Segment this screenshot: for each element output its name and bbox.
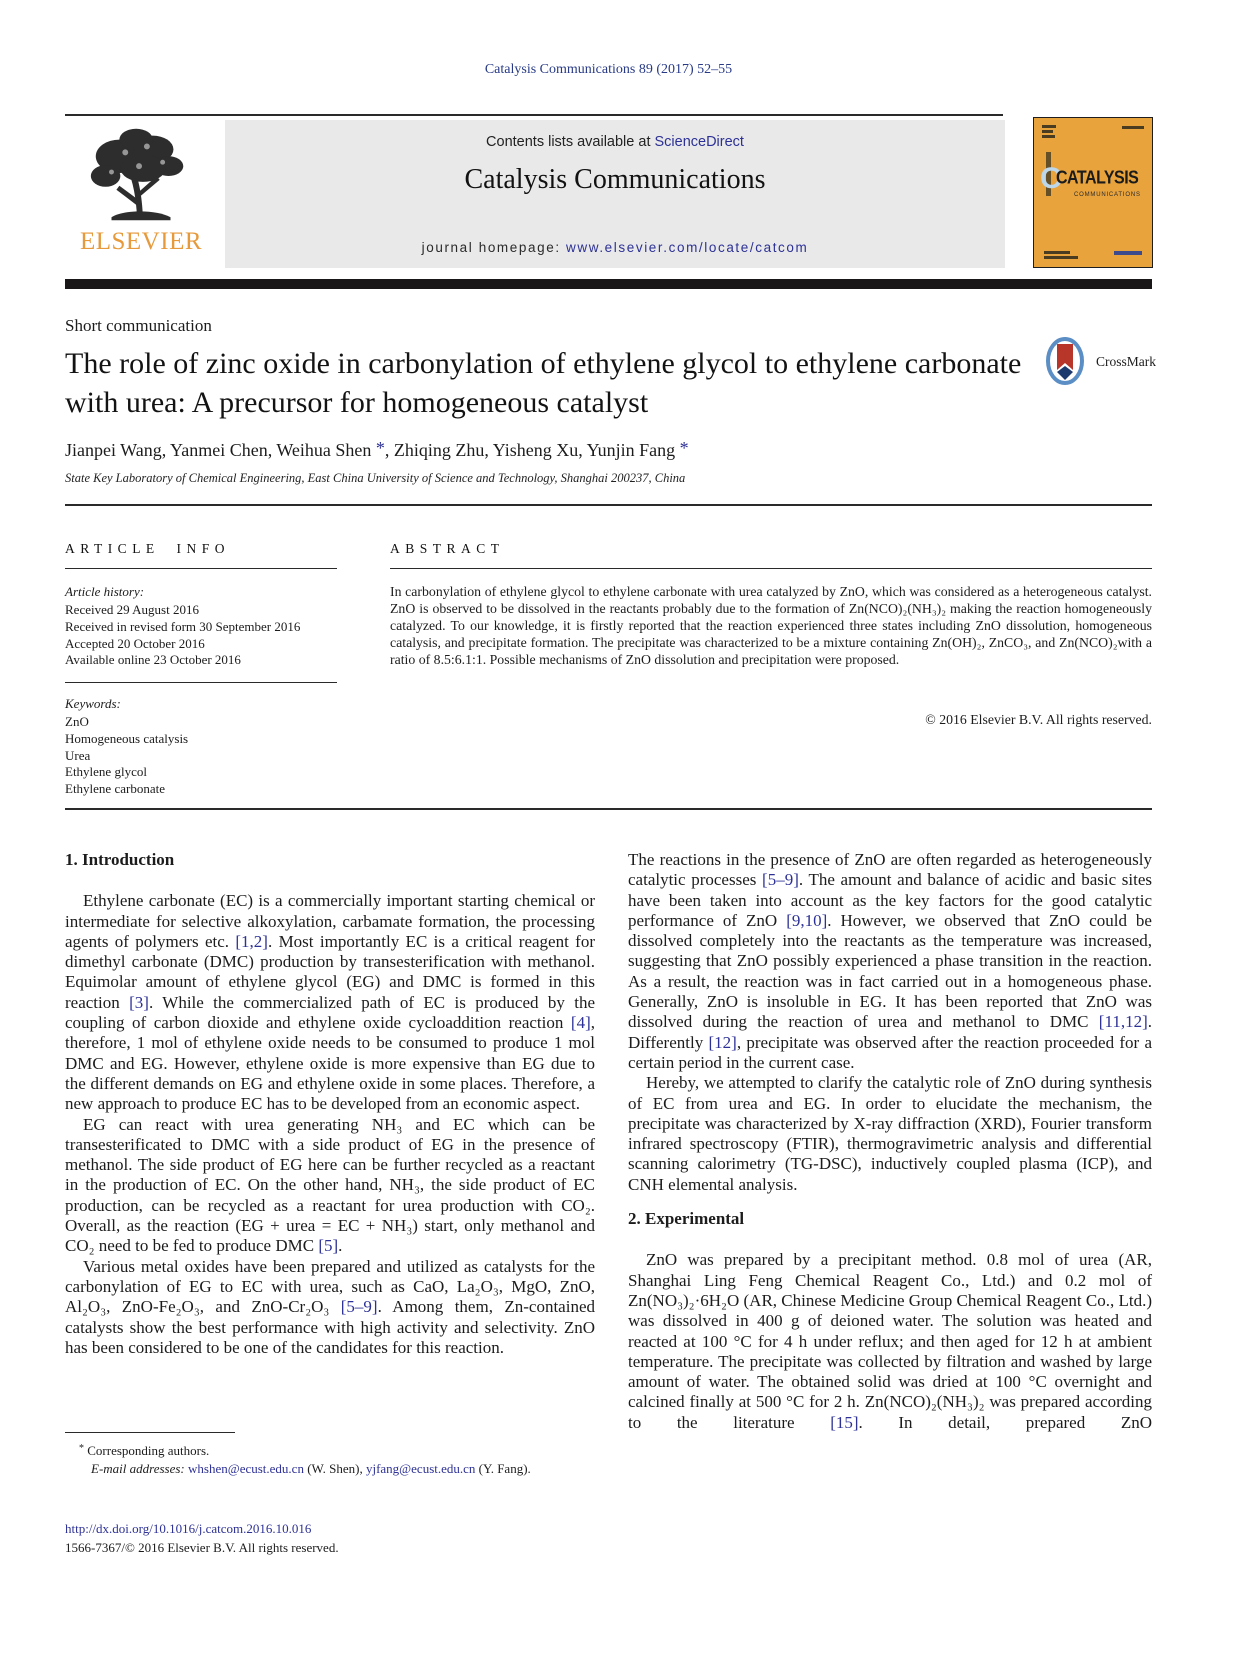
body-column-right: [628, 850, 1152, 1433]
paragraph: [628, 1250, 1152, 1433]
header-rule: [65, 114, 1003, 116]
text-segment: . In detail, prepared ZnO: [858, 1412, 1153, 1432]
elsevier-logo[interactable]: [63, 122, 219, 268]
paragraph: [628, 850, 1152, 1073]
article-info-heading: ARTICLE INFO: [65, 541, 231, 556]
author-list: [65, 438, 689, 461]
masthead-divider-bar: [65, 279, 1152, 289]
text-segment: Various metal oxides have been prepared and utilized as catalysts for the carbonylation of EG to EC with urea, such as CaO, La₂O₃, MgO, ZnO, Al₂O₃, ZnO-Fe₂O₃, and ZnO-Cr₂O₃: [65, 1256, 595, 1317]
article-title: The role of zinc oxide in carbonylation of ethylene glycol to ethylene carbonate with urea: A precursor for homogeneous catalyst: [65, 347, 1022, 419]
affiliation: State Key Laboratory of Chemical Engineering, East China University of Science and Technology, Shanghai 200237, China: [65, 471, 686, 485]
doi-link[interactable]: http://dx.doi.org/10.1016/j.catcom.2016.10.016: [65, 1521, 312, 1536]
abstract-heading: ABSTRACT: [390, 541, 505, 556]
article-history-item: Available online 23 October 2016: [65, 652, 241, 668]
text-segment: Jianpei Wang, Yanmei Chen, Weihua Shen: [65, 440, 376, 460]
abstract-copyright: © 2016 Elsevier B.V. All rights reserved.: [925, 712, 1152, 727]
inline-link[interactable]: [11,12]: [1098, 1012, 1148, 1032]
crossmark-label: CrossMark: [1096, 354, 1156, 369]
inline-link[interactable]: *: [679, 438, 689, 458]
inline-link[interactable]: ScienceDirect: [654, 134, 744, 150]
text-segment: . While the commercialized path of EC is produced by the coupling of carbon dioxide and ethylene oxide cycloaddition reaction: [65, 992, 595, 1033]
inline-link[interactable]: yjfang@ecust.edu.cn: [365, 1461, 476, 1476]
masthead: [225, 120, 1005, 268]
corresponding-authors-text: Corresponding authors.: [87, 1443, 210, 1458]
imprint-block: [65, 1519, 339, 1557]
inline-link[interactable]: whshen@ecust.edu.cn: [188, 1461, 304, 1476]
cover-c-glyph: C: [1040, 162, 1062, 195]
running-head-citation: Catalysis Communications 89 (2017) 52–55: [484, 62, 733, 77]
text-segment: , Zhiqing Zhu, Yisheng Xu, Yunjin Fang: [384, 440, 680, 460]
crossmark-badge[interactable]: [1042, 336, 1172, 388]
inline-link[interactable]: [5–9]: [762, 870, 799, 890]
keyword-item: Ethylene carbonate: [65, 781, 165, 797]
inline-link[interactable]: [5]: [318, 1236, 339, 1256]
journal-cover-thumbnail: [1033, 117, 1153, 268]
article-history-list: [65, 602, 365, 669]
article-info-rule: [65, 568, 337, 569]
inline-link[interactable]: [12]: [708, 1032, 737, 1052]
article-history-item: Accepted 20 October 2016: [65, 635, 205, 651]
cover-fine-print: [1044, 251, 1070, 254]
footnote-rule: [65, 1432, 235, 1433]
keyword-item: Ethylene glycol: [65, 764, 147, 780]
journal-title: Catalysis Communications: [464, 164, 766, 195]
text-segment: journal homepage:: [421, 240, 567, 255]
inline-link[interactable]: [9,10]: [786, 910, 828, 930]
cover-fine-print: [1044, 256, 1078, 259]
cover-fine-print: [1042, 135, 1055, 138]
cover-fine-print: [1042, 130, 1053, 133]
section-heading-experimental: 2. Experimental: [628, 1209, 745, 1229]
text-segment: EG can react with urea generating NH₃ and EC which can be transesterificated to DMC with a side product of EG in the presence of methanol. The side product of EG here can be further recycled as a reactant in the production of EC. On the other hand, NH₃, the side product of EC production, can be recycled as a reactant for urea production with CO₂. Overall, as the reaction (EG + urea = EC + NH₃) start, only methanol and CO₂ need to be fed to produce DMC: [65, 1114, 595, 1256]
text-segment: ZnO was prepared by a precipitant method. 0.8 mol of urea (AR, Shanghai Ling Feng Chemical Reagent Co., Ltd.) and 0.2 mol of Zn(NO₃)₂·6H₂O (AR, Chinese Medicine Group Chemical Reagent Co., Ltd.) was dissolved in 400 g of deioned water. The solution was heated and reacted at 100 °C for 4 h under reflux; and then aged for 12 h at ambient temperature. The precipitate was collected by filtration and washed by large amount of water. The obtained solid was dried at 100 °C overnight and calcined finally at 500 °C for 2 h. Zn(NCO)₂(NH₃)₂ was prepared according to the literature: [628, 1250, 1152, 1432]
cover-journal-title: CATALYSIS: [1056, 168, 1139, 189]
inline-link[interactable]: [4]: [570, 1013, 591, 1033]
text-segment: Hereby, we attempted to clarify the catalytic role of ZnO during synthesis of EC from urea and EG. In order to elucidate the mechanism, the precipitate was characterized by X-ray diffraction (XRD), Fourier transform infrared spectroscopy (FTIR), thermogravimetric analysis and differential scanning calorimetry (TG-DSC), inductively coupled plasma (ICP), and CNH elemental analysis.: [628, 1073, 1152, 1194]
text-segment: Ethylene carbonate (EC) is a commercially important starting chemical or intermediate for selective alkoxylation, carbamate formation, the processing agents of polymers etc.: [65, 891, 595, 951]
keywords-rule: [65, 682, 337, 683]
paragraph: [628, 1073, 1152, 1195]
corresponding-authors-note: [65, 1440, 595, 1460]
article-history-label: Article history:: [65, 584, 145, 599]
paragraph: [65, 1115, 595, 1257]
text-segment: . Among them, Zn-contained catalysts show the best performance with high activity and selectivity. ZnO has been considered to be one of the candidates for this reaction.: [65, 1297, 595, 1357]
cover-journal-subtitle: COMMUNICATIONS: [1074, 192, 1141, 198]
inline-link[interactable]: www.elsevier.com/locate/catcom: [566, 240, 809, 255]
inline-link[interactable]: *: [375, 438, 385, 458]
paragraph: [65, 891, 595, 1114]
abstract-rule: [390, 568, 1152, 569]
text-segment: . Most importantly EC is a critical reagent for dimethyl carbonate (DMC) production by transesterification with methanol. Equimolar amount of ethylene glycol (EG) and DMC is formed in this reaction: [65, 931, 595, 1012]
keywords-list: [65, 714, 365, 798]
section-heading-introduction: 1. Introduction: [65, 850, 175, 869]
elsevier-tree-icon: [63, 122, 219, 226]
inline-link[interactable]: [5–9]: [340, 1297, 378, 1317]
journal-homepage-line[interactable]: [225, 240, 1005, 255]
cover-issn-text: [1122, 126, 1144, 129]
cover-fine-print: [1042, 125, 1056, 128]
crossmark-icon: [1042, 373, 1090, 390]
contents-available-line: [225, 134, 1005, 150]
text-segment: . However, we observed that ZnO could be dissolved completely into the reactants as the temperature was increased, suggesting that ZnO possibly experienced a phase transition in the reaction. As a result, the reaction was in fact carried out in a homogeneous phase. Generally, ZnO is insoluble in EG. It has been reported that ZnO was dissolved during the reaction of urea and methanol to DMC: [628, 910, 1152, 1032]
abstract-text: In carbonylation of ethylene glycol to ethylene carbonate with urea catalyzed by ZnO, which was considered as a heterogeneous catalyst. ZnO is observed to be dissolved in the reactants probably due to the formation of Zn(NCO)₂(NH₃)₂ making the reaction homogeneously catalyzed. To our knowledge, it is firstly reported that the reaction experienced three states including ZnO dissolution, homogeneous catalysis, and precipitate formation. The precipitate was characterized to be a mixture containing Zn(OH)₂, ZnCO₃, and Zn(NCO)₂with a ratio of 8.5:6.1:1. Possible mechanisms of ZnO dissolution and precipitation were proposed.: [390, 584, 1152, 667]
issn-copyright-line: 1566-7367/© 2016 Elsevier B.V. All rights reserved.: [65, 1540, 339, 1555]
text-segment: (Y. Fang).: [475, 1461, 531, 1476]
body-column-left: [65, 850, 595, 1358]
keyword-item: Homogeneous catalysis: [65, 730, 189, 746]
article-history-item: Received 29 August 2016: [65, 602, 199, 617]
footnote-block: [65, 1432, 595, 1478]
inline-link[interactable]: [15]: [830, 1412, 859, 1432]
text-segment: , therefore, 1 mol of ethylene oxide needs to be consumed to produce 1 mol DMC and EG. However, ethylene oxide is more expensive than EG due to the different demands on EG and ethylene oxide in some places. Therefore, a new approach to produce EC has to be developed from an economic aspect.: [65, 1013, 595, 1114]
article-history-item: Received in revised form 30 September 2016: [65, 618, 301, 634]
text-segment: . The amount and balance of acidic and basic sites have been taken into account as the key factors for the good catalytic performance of ZnO: [628, 870, 1152, 930]
text-segment: . Differently: [628, 1012, 1152, 1052]
footnote-marker: *: [79, 1443, 84, 1454]
inline-link[interactable]: [3]: [129, 992, 149, 1012]
inline-link[interactable]: [1,2]: [235, 931, 268, 951]
keyword-item: ZnO: [65, 714, 89, 729]
title-divider-rule: [65, 504, 1152, 506]
text-segment: .: [338, 1236, 343, 1256]
paragraph: [65, 1257, 595, 1358]
text-segment: Contents lists available at: [486, 134, 655, 150]
email-addresses-line: [65, 1460, 595, 1478]
keywords-label: Keywords:: [65, 696, 121, 711]
elsevier-wordmark: ELSEVIER: [79, 228, 203, 255]
text-segment: The reactions in the presence of ZnO are often regarded as heterogeneously catalytic processes: [628, 850, 1152, 890]
cover-sciencedirect-mark: [1114, 251, 1142, 255]
text-segment: , precipitate was observed after the reaction proceeded for a certain period in the current case.: [628, 1032, 1152, 1072]
keyword-item: Urea: [65, 747, 91, 763]
text-segment: E-mail addresses:: [91, 1461, 189, 1476]
text-segment: (W. Shen),: [303, 1461, 366, 1476]
article-type-label: Short communication: [65, 316, 212, 335]
abstract-section-bottom-rule: [65, 808, 1152, 810]
